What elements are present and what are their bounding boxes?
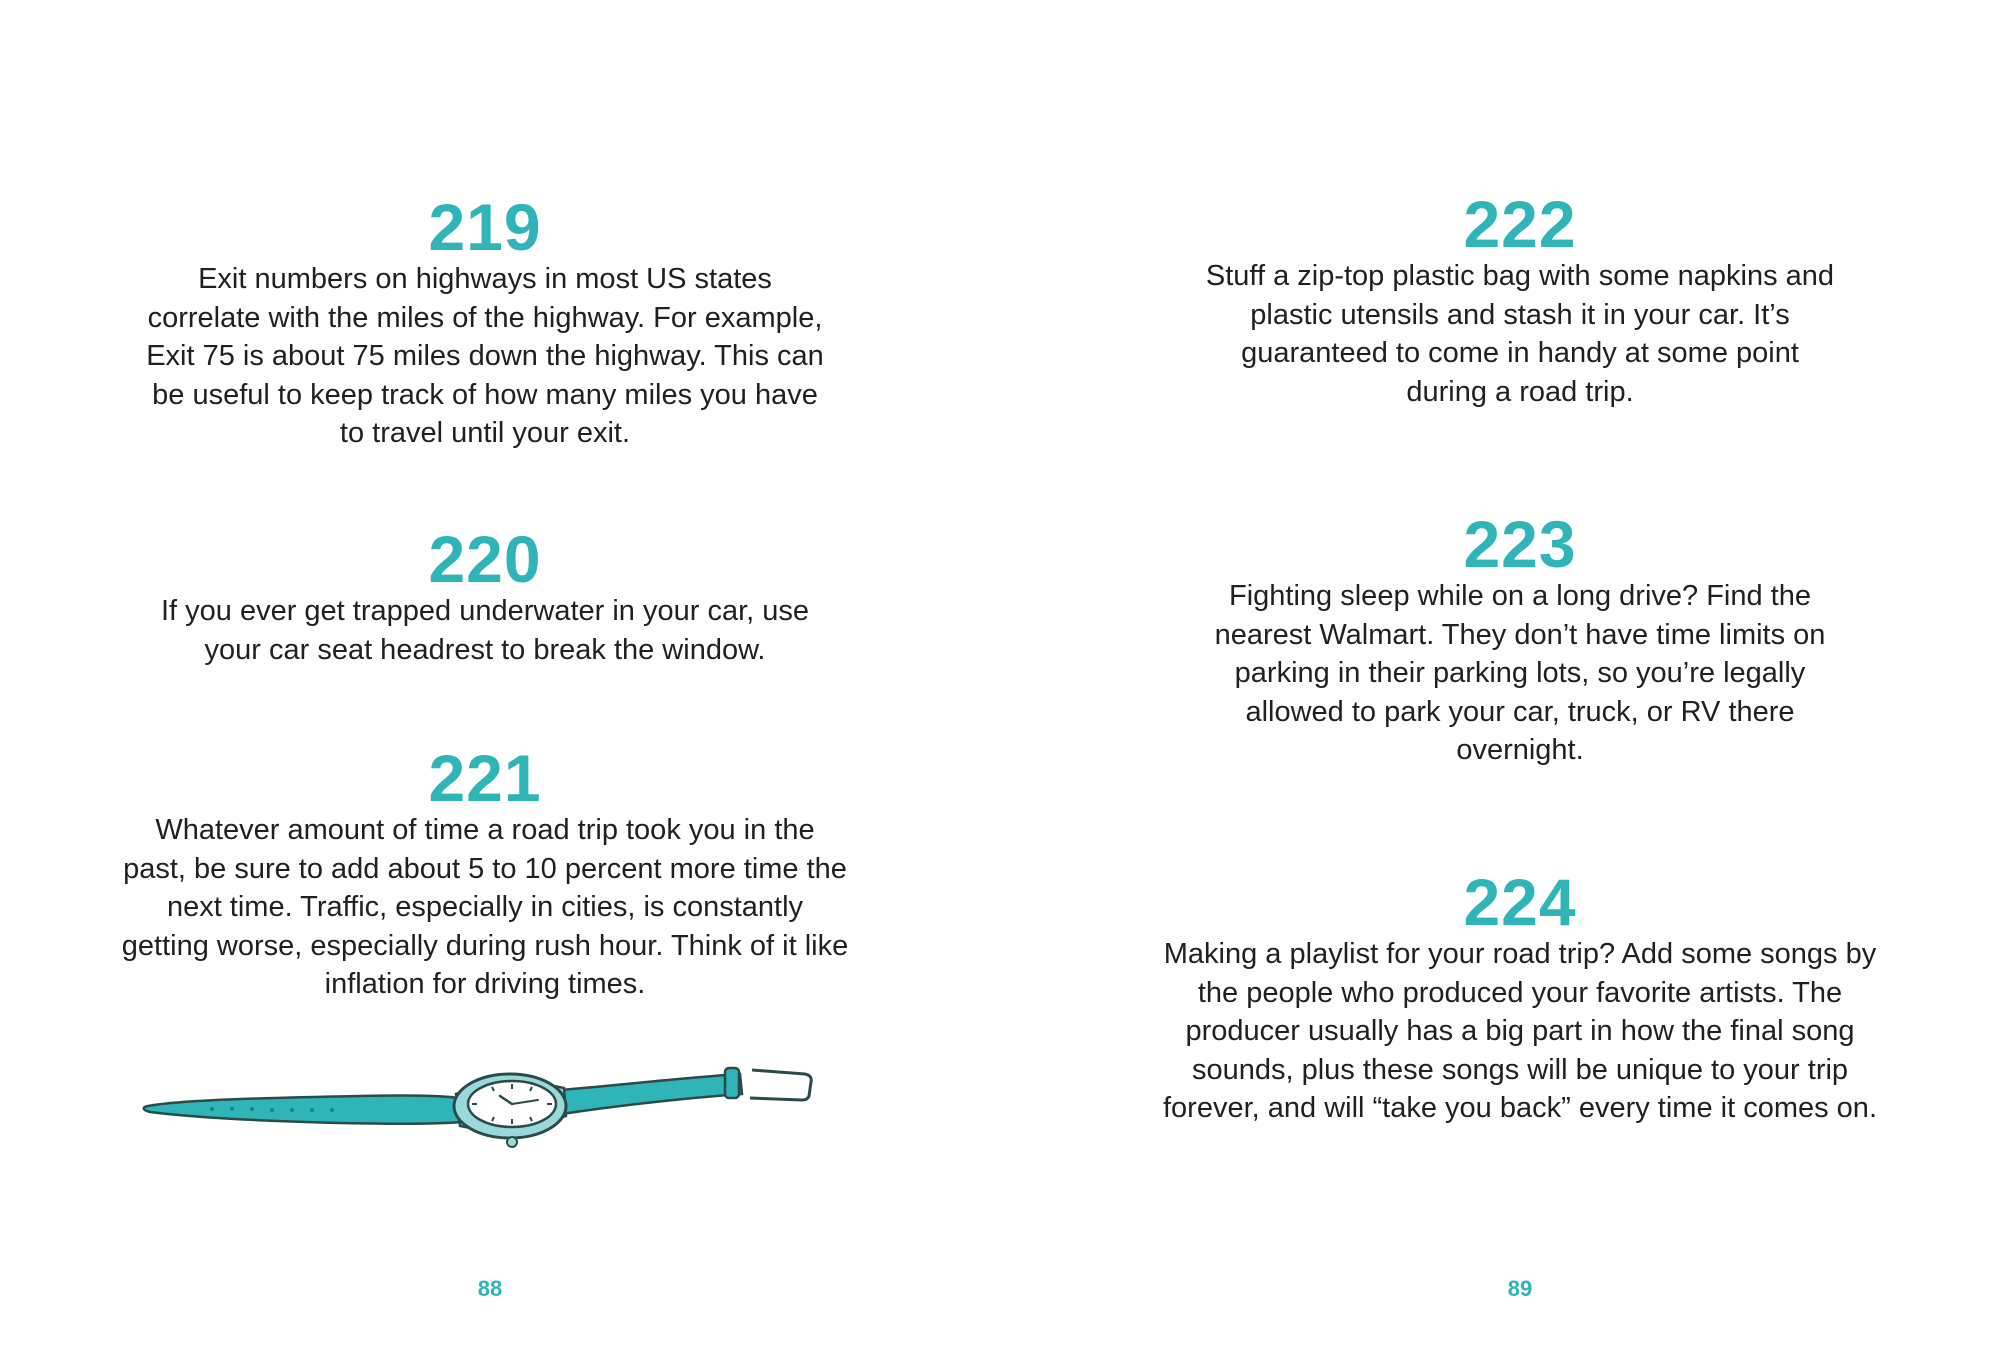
tip-223 [1185, 507, 1855, 770]
tip-number: 224 [1463, 865, 1577, 939]
page-number: 88 [477, 1276, 503, 1301]
tip-224 [1155, 865, 1885, 1128]
page-number: 89 [1507, 1276, 1533, 1301]
tip-number: 222 [1463, 187, 1577, 261]
tip-222 [1185, 187, 1855, 411]
left-page [0, 0, 980, 1363]
tip-220 [140, 522, 830, 669]
tip-text: Exit numbers on highways in most US states correlate with the miles of the highway. For example, Exit 75 is about 75 miles down the highway. This can be useful to keep track of how many miles you have to travel until your exit. [146, 263, 824, 449]
tip-text: Fighting sleep while on a long drive? Find the nearest Walmart. They don’t have time limits on parking in their parking lots, so you’re legally allowed to park your car, truck, or RV there overnight. [1214, 580, 1826, 766]
tip-text: Making a playlist for your road trip? Add some songs by the people who produced your favorite artists. The producer usually has a big part in how the final song sounds, plus these songs will be unique to your trip forever, and will “take you back” every time it comes on. [1162, 938, 1877, 1124]
tip-text: If you ever get trapped underwater in your car, use your car seat headrest to break the window. [160, 595, 810, 666]
tip-text: Whatever amount of time a road trip took you in the past, be sure to add about 5 to 10 percent more time the next time. Traffic, especially in cities, is constantly getting worse, especially during rush hour. Think of it like inflation for driving times. [121, 814, 849, 1000]
tip-number: 219 [428, 190, 542, 264]
wristwatch-icon [140, 1060, 840, 1150]
tip-text: Stuff a zip-top plastic bag with some napkins and plastic utensils and stash it in your car. It’s guaranteed to come in handy at some point during a road trip. [1205, 260, 1835, 408]
tip-number: 221 [428, 741, 542, 815]
tip-number: 220 [428, 522, 542, 596]
right-page [1000, 0, 2000, 1363]
tip-219 [130, 190, 840, 453]
tip-221 [120, 741, 850, 1004]
tip-number: 223 [1463, 507, 1577, 581]
